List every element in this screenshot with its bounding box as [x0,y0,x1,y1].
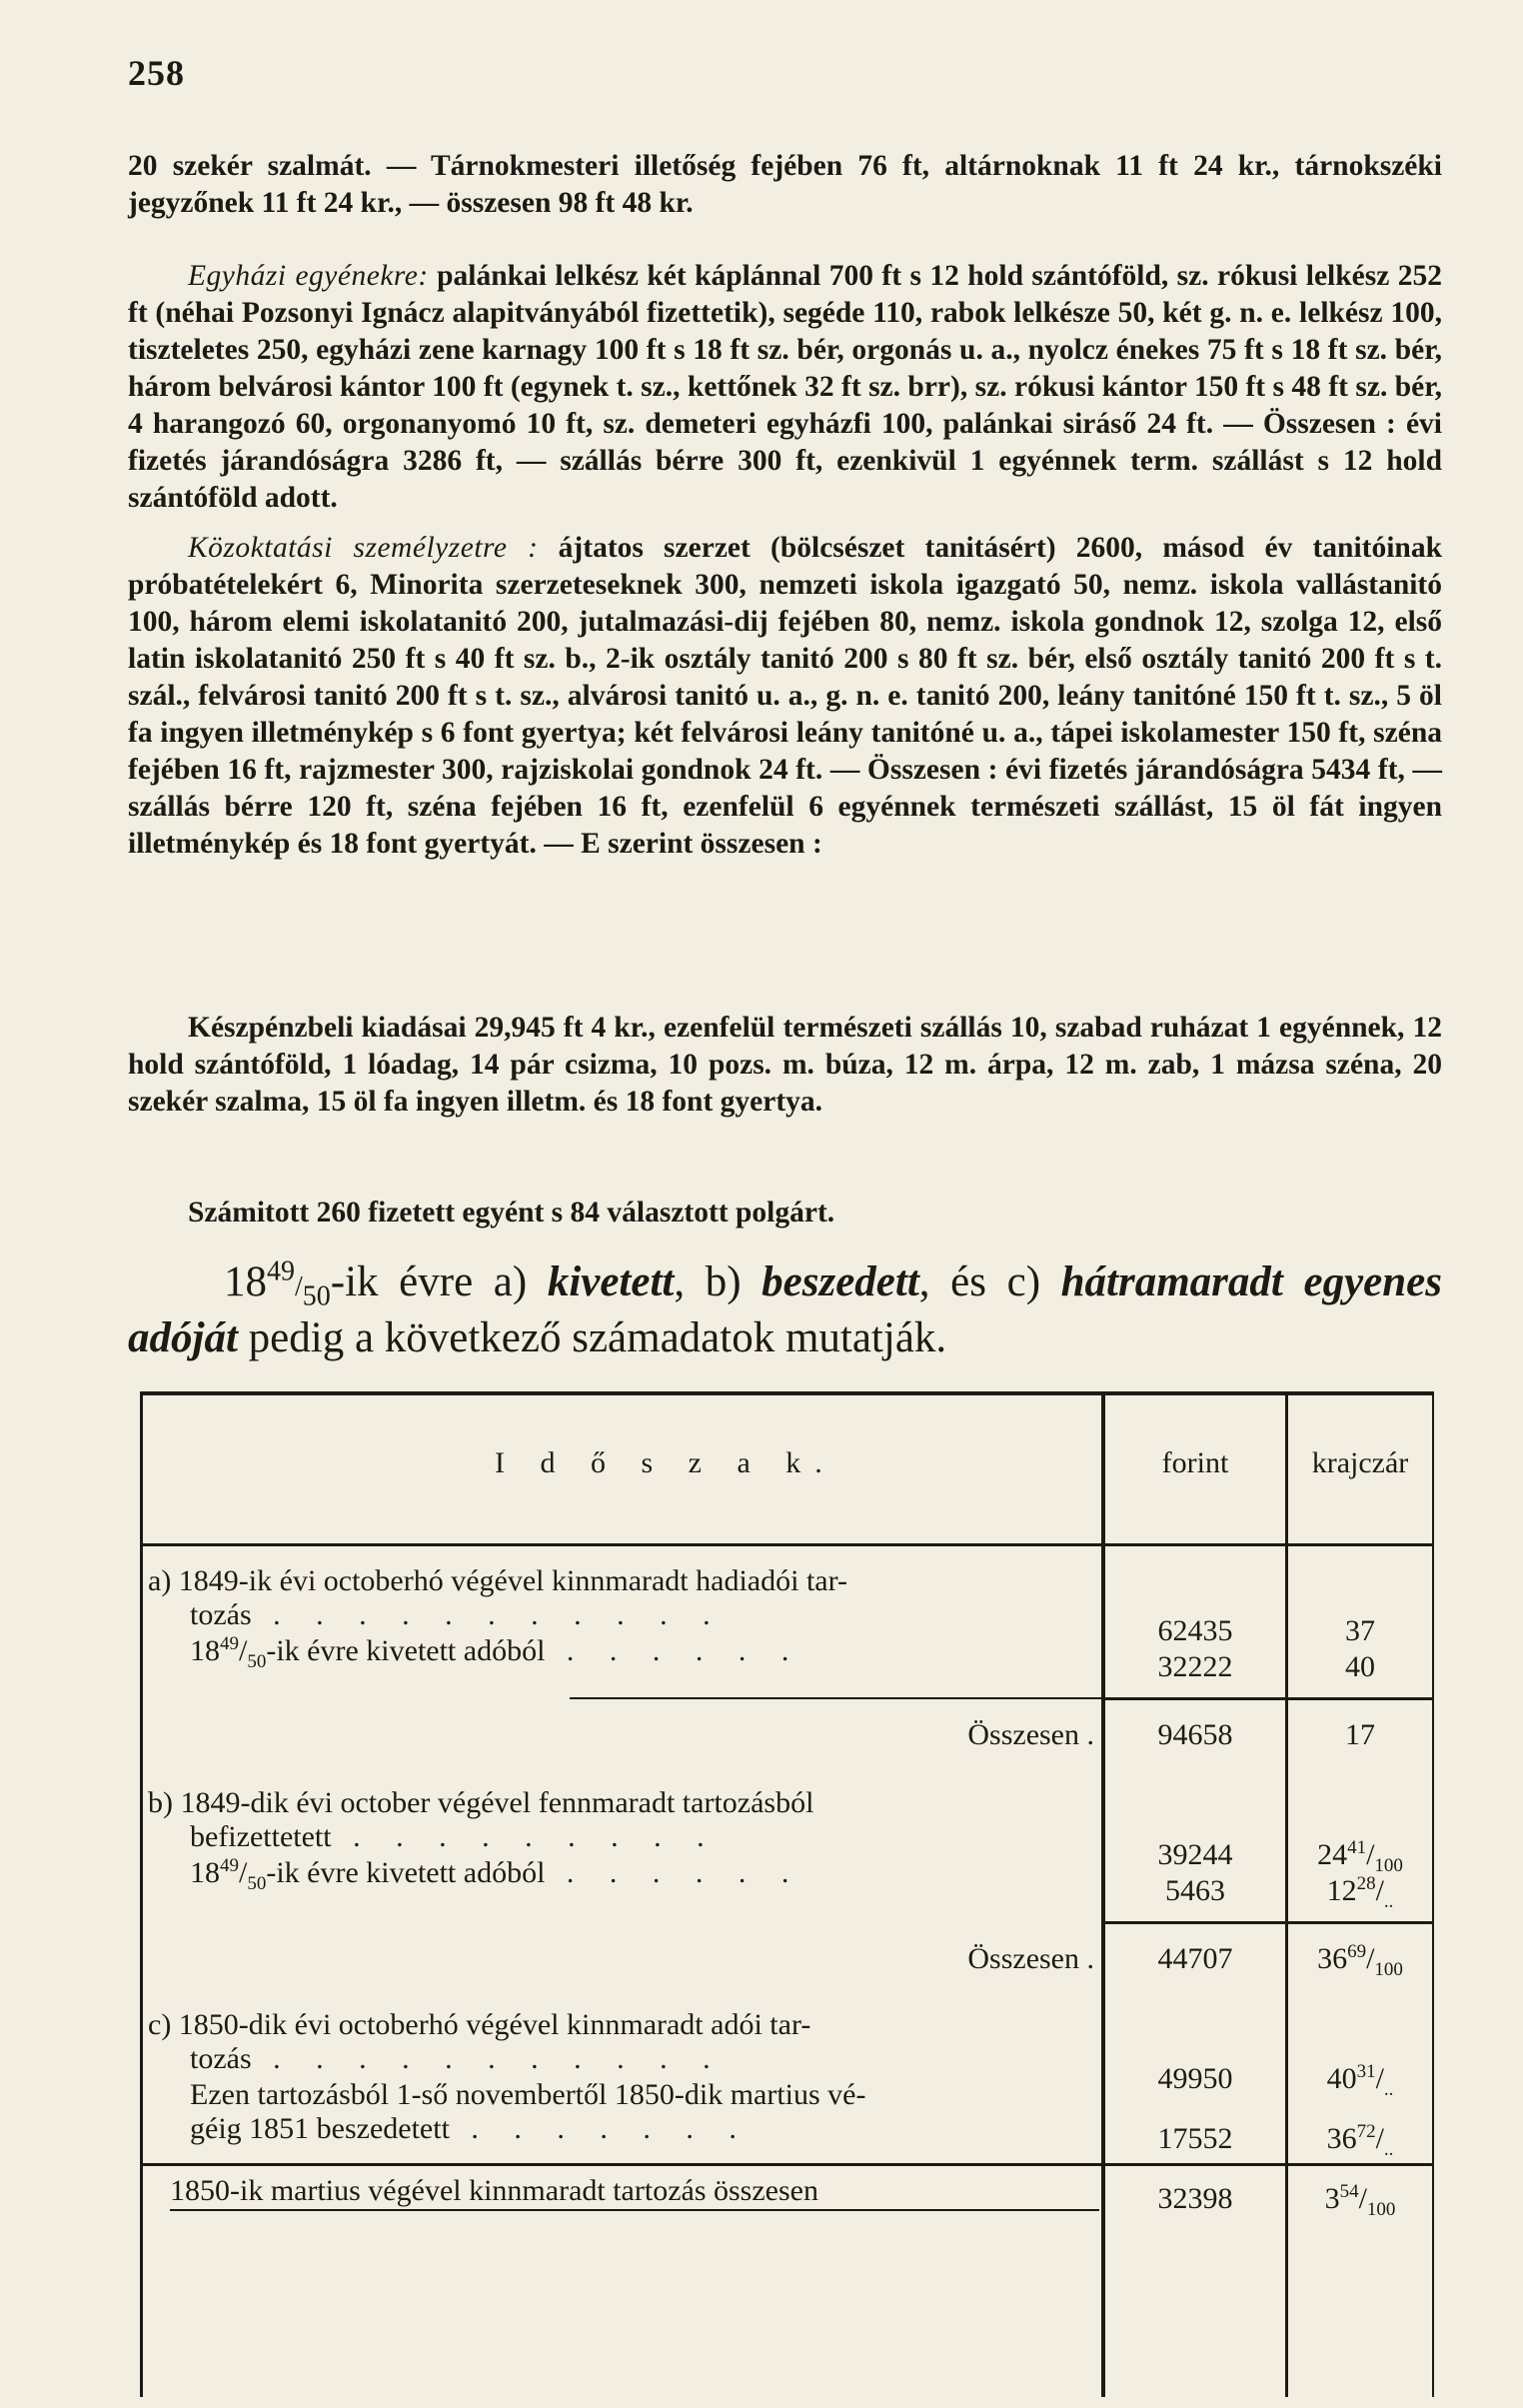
heading-emphasis: hátramaradt egyenes adóját [128,1258,1442,1361]
table-header-forint: forint [1161,1446,1229,1479]
table-row: befizettetett . . . . . . . . . [190,1820,719,1853]
row-a-total-forint: 94658 [1157,1718,1233,1751]
row-a-krajczar-2: 40 [1345,1650,1375,1683]
row-a-label: a) 1849-ik évi octoberhó végével kinnmaradt hadiadói tar- [148,1564,847,1597]
table-row: $18^{49}/_{50}-ik$ évre kivetett adóból . . . . . . [190,1855,803,1894]
paragraph-text: palánkai lelkész két káplánnal 700 ft s 12 hold szántóföld, sz. rókusi lelkész 252 ft (néhai Pozsonyi Ignácz alapitványából fizettetik), segéde 110, rabok lelkésze 50, két g. n. e. lelkész 100, tiszteletes 250, egyházi zene karnagy 100 ft s 18 ft sz. bér, orgonás u. a., nyolcz énekes 75 ft s 18 ft sz. bér, három belvárosi kántor 100 ft (egynek t. sz., kettőnek 32 ft sz. brr), sz. rókusi kántor 150 ft s 48 ft sz. bér, 4 harangozó 60, orgonanyomó 10 ft, sz. demeteri egyházfi 100, palánkai siráső 24 ft. — Összesen : évi fizetés járandóságra 3286 ft, — szállás bérre 300 ft, ezenkivül 1 egyénnek term. szállást s 12 hold szántóföld adott. [128,260,1442,514]
row-a-total-krajczar: 17 [1345,1718,1375,1751]
row-c-forint-2: 17552 [1157,2122,1233,2155]
paragraph-tarnok [128,148,1442,222]
heading-frac-num: 49 [267,1255,295,1287]
row-a-forint-1: 62435 [1157,1614,1233,1647]
row-b-krajczar-2: $12^{28}/_{..}$ [1326,1873,1394,1912]
paragraph-lead: Egyházi egyénekre: [188,260,429,292]
table-row: géig 1851 beszedetett . . . . . . . [190,2112,751,2145]
paragraph-szamitott [128,1195,1442,1231]
table-row: tozás . . . . . . . . . . . [190,2042,725,2075]
row-final-forint: 32398 [1157,2182,1233,2215]
row-b-krajczar-1: $24^{41}/_{100}$ [1317,1837,1403,1876]
paragraph-text: Számitott 260 fizetett egyént s 84 választott polgárt. [188,1197,835,1228]
table-row: tozás . . . . . . . . . . . [190,1598,725,1631]
paragraph-text: 20 szekér szalmát. — Tárnokmesteri illetőség fejében 76 ft, altárnoknak 11 ft 24 kr., tárnokszéki jegyzőnek 11 ft 24 kr., — összesen 98 ft 48 kr. [128,150,1442,219]
row-b-forint-2: 5463 [1165,1874,1225,1907]
heading-text: , és c) [918,1258,1061,1305]
table-row: $18^{49}/_{50}-ik$ évre kivetett adóból . . . . . . [190,1633,803,1672]
heading-text: pedig a következő számadatok mutatják. [237,1314,947,1361]
heading-text: -ik évre a) [330,1258,548,1305]
paragraph-text: ájtatos szerzet (bölcsészet tanitásért) 2600, másod év tanitóinak próbatételekért 6, Minorita szerzeteseknek 300, nemzeti iskola igazgató 50, nemz. iskola vallástanitó 100, három elemi iskolatanitó 200, jutalmazási-dij fejében 80, nemz. iskola gondnok 12, szolga 12, első latin iskolatanitó 250 ft s 40 ft sz. b., 2-ik osztály tanitó 200 s 80 ft sz. bér, első osztály tanitó 200 ft s t. szál., felvárosi tanitó 200 ft s t. sz., alvárosi tanitó u. a., g. n. e. tanitó 200, leány tanitóné 150 ft t. sz., 5 öl fa ingyen illetménykép s 6 font gyertya; két felvárosi leány tanitóné u. a., tápei iskolamester 150 ft, széna fejében 16 ft, rajzmester 300, rajziskolai gondnok 24 ft. — Összesen : évi fizetés járandóságra 5434 ft, — szállás bérre 120 ft, széna fejében 16 ft, ezenfelül 6 egyénnek természeti szállást, 15 öl fát ingyen illetménykép és 18 font gyertyát. — E szerint összesen : [128,532,1442,860]
row-a-total-label: Összesen . [967,1718,1094,1751]
row-c-krajczar-2: $36^{72}/_{..}$ [1326,2121,1394,2160]
row-c-label: c) 1850-dik évi octoberhó végével kinnmaradt adói tar- [148,2008,811,2041]
heading-year: 18 [224,1258,267,1305]
row-b-forint-1: 39244 [1157,1838,1233,1871]
row-a-forint-2: 32222 [1157,1650,1233,1683]
row-b-label: b) 1849-dik évi october végével fennmaradt tartozásból [148,1786,814,1819]
table-header-period: I d ő s z a k. [495,1446,836,1479]
paragraph-egyhazi [128,258,1442,517]
section-heading: $18^{49}/_{50}-ik$ évre a) kivetett, b) beszedett, és c) hátramaradt egyenes adóját pedig a következő számadatok mutatják. [128,1255,1442,1361]
row-b-total-forint: 44707 [1157,1942,1233,1975]
heading-text: , b) [674,1258,762,1305]
heading-emphasis: beszedett [762,1258,919,1305]
row-final-label: 1850-ik martius végével kinnmaradt tartozás összesen [170,2174,818,2207]
table-row: Ezen tartozásból 1-ső novembertől 1850-dik martius vé- [190,2078,866,2111]
table-header-krajczar: krajczár [1311,1446,1409,1479]
paragraph-lead: Közoktatási személyzetre : [188,532,539,564]
row-a-krajczar-1: 37 [1345,1614,1375,1647]
paragraph-kozoktatasi [128,530,1442,863]
page-number: 258 [128,53,185,93]
paragraph-text: Készpénzbeli kiadásai 29,945 ft 4 kr., ezenfelül természeti szállás 10, szabad ruházat 1 egyénnek, 12 hold szántóföld, 1 lóadag, 14 pár csizma, 10 pozs. m. búza, 12 m. árpa, 12 m. zab, 1 mázsa széna, 20 szekér szalma, 15 öl fa ingyen illetm. és 18 font gyertya. [128,1012,1442,1118]
row-c-krajczar-1: $40^{31}/_{..}$ [1326,2061,1394,2100]
row-final-krajczar: $3^{54}/_{100}$ [1324,2181,1396,2220]
paragraph-keszpenz [128,1010,1442,1121]
row-b-total-krajczar: $36^{69}/_{100}$ [1317,1941,1403,1980]
row-c-forint-1: 49950 [1157,2062,1233,2095]
row-b-total-label: Összesen . [967,1942,1094,1975]
heading-emphasis: kivetett [547,1258,675,1305]
tax-table [140,1391,1434,2397]
heading-frac-den: 50 [302,1280,331,1312]
